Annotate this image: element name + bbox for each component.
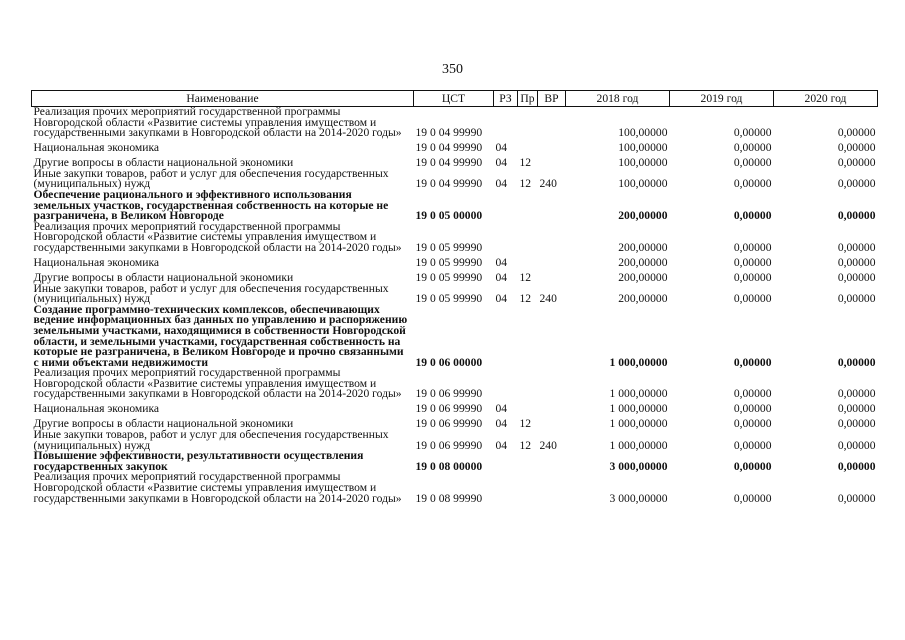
row-rz (494, 222, 518, 254)
row-value-2018: 3 000,00000 (609, 491, 668, 505)
column-header-name: Наименование (32, 91, 414, 107)
row-pr: 12 (519, 156, 532, 170)
column-header-cst: ЦСТ (414, 91, 494, 107)
row-vr (538, 400, 566, 415)
row-pr (518, 451, 538, 472)
row-name: Создание программно-технических комплексов, обеспечивающих ведение информационных баз данных по управлению и распоряжению земельными участками, находящимися в собственности Новгородской области, и земельными участками, государственная собственность на которые не разграничена, в Великом Новгороде и прочно связанными с ними объектами недвижимости (33, 302, 408, 369)
row-pr: 12 (519, 177, 532, 191)
row-value-2019: 0,00000 (733, 387, 772, 401)
row-cst: 19 0 06 99990 (415, 417, 483, 431)
row-value-2018: 100,00000 (618, 156, 668, 170)
row-vr (538, 305, 566, 369)
row-vr (538, 139, 566, 154)
table-row (32, 368, 878, 400)
row-vr (538, 107, 566, 139)
row-vr (538, 269, 566, 284)
row-vr (538, 415, 566, 430)
row-name: Национальная экономика (33, 141, 160, 155)
row-cst: 19 0 05 00000 (415, 209, 483, 223)
column-header-rz: РЗ (494, 91, 518, 107)
table-body (32, 107, 878, 505)
row-value-2020: 0,00000 (837, 240, 876, 254)
row-pr: 12 (519, 270, 532, 284)
row-value-2020: 0,00000 (837, 156, 876, 170)
row-value-2018: 100,00000 (618, 141, 668, 155)
row-value-2020: 0,00000 (837, 270, 876, 284)
table-row (32, 139, 878, 154)
row-value-2020: 0,00000 (837, 209, 876, 223)
row-name: Реализация прочих мероприятий государственной программы Новгородской области «Развитие системы управления имуществом и государственными закупками в Новгородской области на 2014-2020 годы» (33, 366, 402, 401)
row-value-2019: 0,00000 (733, 141, 772, 155)
row-value-2020: 0,00000 (837, 402, 876, 416)
row-value-2019: 0,00000 (733, 355, 772, 369)
row-value-2018: 100,00000 (618, 177, 668, 191)
row-rz (494, 451, 518, 472)
row-pr (518, 222, 538, 254)
table-row (32, 451, 878, 472)
row-name: Иные закупки товаров, работ и услуг для обеспечения государственных (муниципальных) нужд (33, 281, 389, 306)
row-pr: 12 (519, 292, 532, 306)
row-value-2019: 0,00000 (733, 255, 772, 269)
row-vr (538, 222, 566, 254)
column-header-2019: 2019 год (670, 91, 774, 107)
row-cst: 19 0 06 99990 (415, 387, 483, 401)
row-cst: 19 0 05 99990 (415, 255, 483, 269)
row-rz: 04 (495, 292, 508, 306)
table-row (32, 107, 878, 139)
row-value-2018: 1 000,00000 (609, 402, 668, 416)
row-rz: 04 (495, 141, 508, 155)
row-value-2020: 0,00000 (837, 355, 876, 369)
row-name: Обеспечение рационального и эффективного использования земельных участков, государственная собственность на которые не разграничена, в Великом Новгороде (33, 187, 389, 223)
row-vr (538, 368, 566, 400)
row-value-2018: 1 000,00000 (609, 355, 668, 369)
row-value-2018: 200,00000 (618, 209, 668, 223)
budget-table (31, 90, 878, 504)
row-value-2018: 200,00000 (618, 270, 668, 284)
row-cst: 19 0 05 99990 (415, 270, 483, 284)
table-row (32, 169, 878, 190)
row-pr: 12 (519, 438, 532, 452)
table-row (32, 305, 878, 369)
row-value-2018: 3 000,00000 (609, 459, 668, 473)
row-rz (494, 368, 518, 400)
row-vr (538, 254, 566, 269)
row-cst: 19 0 08 00000 (415, 459, 483, 473)
row-value-2019: 0,00000 (733, 270, 772, 284)
row-rz (494, 107, 518, 139)
row-name: Повышение эффективности, результативности осуществления государственных закупок (33, 449, 364, 473)
column-header-2020: 2020 год (774, 91, 878, 107)
row-value-2019: 0,00000 (733, 292, 772, 306)
row-value-2018: 200,00000 (618, 255, 668, 269)
row-value-2020: 0,00000 (837, 292, 876, 306)
row-vr: 240 (539, 438, 557, 452)
row-pr (518, 305, 538, 369)
row-pr (518, 368, 538, 400)
row-cst: 19 0 06 00000 (415, 355, 483, 369)
row-pr (518, 190, 538, 222)
table-row (32, 430, 878, 451)
row-pr (518, 400, 538, 415)
row-value-2019: 0,00000 (733, 459, 772, 473)
row-pr (518, 107, 538, 139)
row-rz: 04 (495, 255, 508, 269)
row-value-2020: 0,00000 (837, 438, 876, 452)
row-cst: 19 0 06 99990 (415, 402, 483, 416)
row-cst: 19 0 04 99990 (415, 126, 483, 140)
row-rz (494, 305, 518, 369)
row-vr (538, 154, 566, 169)
row-value-2020: 0,00000 (837, 141, 876, 155)
row-value-2019: 0,00000 (733, 438, 772, 452)
row-value-2018: 1 000,00000 (609, 438, 668, 452)
row-pr: 12 (519, 417, 532, 431)
table-row (32, 472, 878, 504)
row-cst: 19 0 05 99990 (415, 292, 483, 306)
table-row (32, 254, 878, 269)
row-cst: 19 0 08 99990 (415, 491, 483, 505)
row-name: Иные закупки товаров, работ и услуг для обеспечения государственных (муниципальных) нужд (33, 428, 389, 452)
row-value-2019: 0,00000 (733, 177, 772, 191)
row-cst: 19 0 04 99990 (415, 177, 483, 191)
row-name: Иные закупки товаров, работ и услуг для обеспечения государственных (муниципальных) нужд (33, 166, 389, 191)
row-value-2018: 1 000,00000 (609, 387, 668, 401)
column-header-2018: 2018 год (566, 91, 670, 107)
row-value-2018: 1 000,00000 (609, 417, 668, 431)
row-value-2018: 100,00000 (618, 126, 668, 140)
row-vr (538, 451, 566, 472)
table-row (32, 400, 878, 415)
row-name: Реализация прочих мероприятий государственной программы Новгородской области «Развитие системы управления имуществом и государственными закупками в Новгородской области на 2014-2020 годы» (33, 219, 402, 254)
row-value-2018: 200,00000 (618, 292, 668, 306)
column-header-vr: ВР (538, 91, 566, 107)
row-name: Реализация прочих мероприятий государственной программы Новгородской области «Развитие системы управления имуществом и государственными закупками в Новгородской области на 2014-2020 годы» (33, 105, 402, 140)
column-header-pr: Пр (518, 91, 538, 107)
row-pr (518, 139, 538, 154)
row-value-2019: 0,00000 (733, 491, 772, 505)
row-rz: 04 (495, 270, 508, 284)
row-name: Национальная экономика (33, 402, 160, 416)
table-row (32, 284, 878, 305)
row-name: Национальная экономика (33, 255, 160, 269)
row-name: Другие вопросы в области национальной экономики (33, 270, 294, 284)
row-value-2019: 0,00000 (733, 156, 772, 170)
row-value-2019: 0,00000 (733, 209, 772, 223)
row-value-2020: 0,00000 (837, 126, 876, 140)
row-cst: 19 0 06 99990 (415, 438, 483, 452)
row-value-2019: 0,00000 (733, 417, 772, 431)
row-rz: 04 (495, 438, 508, 452)
row-rz: 04 (495, 402, 508, 416)
row-rz (494, 190, 518, 222)
table-row (32, 222, 878, 254)
table-row (32, 190, 878, 222)
row-rz: 04 (495, 417, 508, 431)
row-vr: 240 (539, 292, 557, 306)
row-pr (518, 472, 538, 504)
row-value-2019: 0,00000 (733, 240, 772, 254)
row-value-2020: 0,00000 (837, 491, 876, 505)
row-value-2020: 0,00000 (837, 177, 876, 191)
page-number: 350 (442, 62, 463, 77)
row-value-2019: 0,00000 (733, 402, 772, 416)
row-value-2020: 0,00000 (837, 255, 876, 269)
row-vr: 240 (539, 177, 557, 191)
row-rz (494, 472, 518, 504)
row-vr (538, 472, 566, 504)
row-value-2020: 0,00000 (837, 387, 876, 401)
row-name: Другие вопросы в области национальной экономики (33, 156, 294, 170)
row-value-2020: 0,00000 (837, 459, 876, 473)
row-cst: 19 0 04 99990 (415, 156, 483, 170)
row-name: Реализация прочих мероприятий государственной программы Новгородской области «Развитие системы управления имуществом и государственными закупками в Новгородской области на 2014-2020 годы» (33, 470, 402, 505)
row-cst: 19 0 04 99990 (415, 141, 483, 155)
row-name: Другие вопросы в области национальной экономики (33, 417, 294, 431)
row-cst: 19 0 05 99990 (415, 240, 483, 254)
row-value-2018: 200,00000 (618, 240, 668, 254)
row-pr (518, 254, 538, 269)
row-value-2020: 0,00000 (837, 417, 876, 431)
row-value-2019: 0,00000 (733, 126, 772, 140)
row-rz: 04 (495, 177, 508, 191)
row-rz: 04 (495, 156, 508, 170)
row-vr (538, 190, 566, 222)
